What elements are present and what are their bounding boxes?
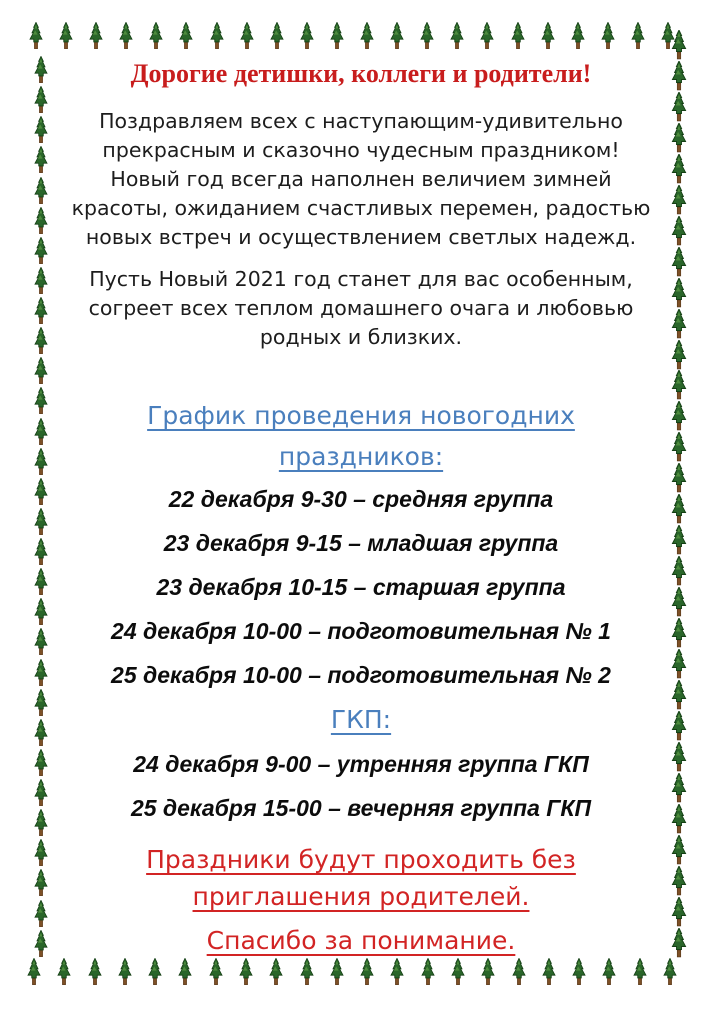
christmas-tree-icon (31, 538, 51, 566)
christmas-tree-icon (667, 61, 691, 91)
christmas-tree-icon (31, 327, 51, 355)
christmas-tree-icon (568, 22, 588, 50)
christmas-tree-icon (509, 958, 529, 986)
christmas-tree-icon (667, 30, 691, 60)
christmas-tree-icon (31, 779, 51, 807)
christmas-tree-icon (667, 866, 691, 896)
christmas-tree-icon (448, 958, 468, 986)
christmas-tree-icon (237, 22, 257, 50)
christmas-tree-icon (667, 247, 691, 277)
christmas-tree-icon (667, 897, 691, 927)
christmas-tree-icon (31, 56, 51, 84)
schedule-item: 22 декабря 9-30 – средняя группа (168, 486, 554, 512)
christmas-tree-icon (667, 216, 691, 246)
christmas-tree-icon (667, 928, 691, 958)
christmas-tree-icon (31, 177, 51, 205)
tree-border-top (26, 20, 678, 50)
schedule-item: 24 декабря 9-00 – утренняя группа ГКП (133, 751, 589, 777)
notice-line: Праздники будут проходить без (146, 845, 576, 874)
christmas-tree-icon (31, 508, 51, 536)
christmas-tree-icon (357, 22, 377, 50)
christmas-tree-icon (418, 958, 438, 986)
christmas-tree-icon (327, 958, 347, 986)
christmas-tree-icon (115, 958, 135, 986)
christmas-tree-icon (31, 207, 51, 235)
christmas-tree-icon (538, 22, 558, 50)
christmas-tree-icon (86, 22, 106, 50)
christmas-tree-icon (667, 370, 691, 400)
tree-border-bottom (24, 956, 680, 986)
christmas-tree-icon (628, 22, 648, 50)
christmas-tree-icon (667, 92, 691, 122)
christmas-tree-icon (667, 556, 691, 586)
notice-line: приглашения родителей. (192, 882, 530, 911)
christmas-tree-icon (31, 237, 51, 265)
christmas-tree-icon (667, 278, 691, 308)
christmas-tree-icon (85, 958, 105, 986)
christmas-tree-icon (387, 22, 407, 50)
paragraph-line: прекрасным и сказочно чудесным праздником! (102, 138, 620, 162)
christmas-tree-icon (667, 618, 691, 648)
schedule-item: 25 декабря 15-00 – вечерняя группа ГКП (130, 795, 592, 821)
christmas-tree-icon (478, 958, 498, 986)
christmas-tree-icon (667, 649, 691, 679)
no-parents-notice (58, 841, 664, 915)
christmas-tree-icon (266, 958, 286, 986)
paragraph-line: родных и близких. (259, 325, 463, 349)
christmas-tree-icon (31, 86, 51, 114)
christmas-tree-icon (31, 267, 51, 295)
christmas-tree-icon (667, 123, 691, 153)
christmas-tree-icon (176, 22, 196, 50)
schedule-item: 23 декабря 9-15 – младшая группа (163, 530, 559, 556)
christmas-tree-icon (31, 839, 51, 867)
christmas-tree-icon (31, 628, 51, 656)
christmas-tree-icon (569, 958, 589, 986)
christmas-tree-icon (667, 154, 691, 184)
tree-border-right (666, 30, 692, 958)
christmas-tree-icon (267, 22, 287, 50)
christmas-tree-icon (31, 357, 51, 385)
thanks-line: Спасибо за понимание. (206, 926, 516, 955)
paragraph-line: новых встреч и осуществлением светлых надежд. (85, 225, 637, 249)
christmas-tree-icon (417, 22, 437, 50)
tree-border-left (29, 56, 53, 958)
christmas-tree-icon (31, 568, 51, 596)
christmas-tree-icon (146, 22, 166, 50)
christmas-tree-icon (598, 22, 618, 50)
christmas-tree-icon (24, 958, 44, 986)
christmas-tree-icon (667, 494, 691, 524)
christmas-tree-icon (667, 587, 691, 617)
gkp-heading: ГКП: (330, 705, 392, 734)
christmas-tree-icon (660, 958, 680, 986)
christmas-tree-icon (31, 478, 51, 506)
christmas-tree-icon (31, 809, 51, 837)
christmas-tree-icon (667, 340, 691, 370)
christmas-tree-icon (297, 22, 317, 50)
christmas-tree-icon (327, 22, 347, 50)
christmas-tree-icon (447, 22, 467, 50)
christmas-tree-icon (207, 22, 227, 50)
schedule-heading (58, 395, 664, 477)
christmas-tree-icon (54, 958, 74, 986)
christmas-tree-icon (508, 22, 528, 50)
christmas-tree-icon (667, 773, 691, 803)
christmas-tree-icon (175, 958, 195, 986)
christmas-tree-icon (667, 711, 691, 741)
christmas-tree-icon (539, 958, 559, 986)
paragraph-line: Поздравляем всех с наступающим-удивительно (99, 109, 623, 133)
document-content (58, 58, 664, 959)
paragraph-line: Новый год всегда наполнен величием зимней (110, 167, 612, 191)
christmas-tree-icon (667, 804, 691, 834)
schedule-item: 24 декабря 10-00 – подготовительная № 1 (111, 618, 611, 644)
christmas-tree-icon (31, 930, 51, 958)
christmas-tree-icon (31, 418, 51, 446)
wish-paragraph (58, 265, 664, 352)
christmas-tree-icon (630, 958, 650, 986)
christmas-tree-icon (667, 401, 691, 431)
christmas-tree-icon (31, 689, 51, 717)
christmas-tree-icon (667, 742, 691, 772)
christmas-tree-icon (667, 185, 691, 215)
christmas-tree-icon (31, 448, 51, 476)
christmas-tree-icon (297, 958, 317, 986)
paragraph-line: Пусть Новый 2021 год станет для вас особенным, (89, 267, 633, 291)
christmas-tree-icon (31, 297, 51, 325)
christmas-tree-icon (667, 680, 691, 710)
schedule-heading-line: праздников: (278, 442, 444, 471)
christmas-tree-icon (56, 22, 76, 50)
christmas-tree-icon (206, 958, 226, 986)
christmas-tree-icon (387, 958, 407, 986)
christmas-tree-icon (116, 22, 136, 50)
christmas-tree-icon (667, 309, 691, 339)
schedule-item: 25 декабря 10-00 – подготовительная № 2 (111, 662, 611, 688)
schedule-heading-line: График проведения новогодних (147, 401, 575, 430)
christmas-tree-icon (31, 900, 51, 928)
christmas-tree-icon (667, 432, 691, 462)
christmas-tree-icon (357, 958, 377, 986)
christmas-tree-icon (667, 835, 691, 865)
christmas-tree-icon (31, 387, 51, 415)
christmas-tree-icon (31, 749, 51, 777)
page-title: Дорогие детишки, коллеги и родители! (130, 59, 592, 88)
paragraph-line: согреет всех теплом домашнего очага и любовью (88, 296, 634, 320)
christmas-tree-icon (31, 869, 51, 897)
christmas-tree-icon (31, 719, 51, 747)
christmas-tree-icon (26, 22, 46, 50)
paragraph-line: красоты, ожиданием счастливых перемен, радостью (71, 196, 651, 220)
christmas-tree-icon (667, 525, 691, 555)
christmas-tree-icon (667, 463, 691, 493)
christmas-tree-icon (145, 958, 165, 986)
greeting-paragraph (58, 107, 664, 252)
christmas-tree-icon (31, 146, 51, 174)
gkp-list (58, 742, 664, 830)
schedule-list (58, 477, 664, 697)
christmas-tree-icon (236, 958, 256, 986)
christmas-tree-icon (31, 598, 51, 626)
christmas-tree-icon (31, 116, 51, 144)
christmas-tree-icon (599, 958, 619, 986)
christmas-tree-icon (31, 659, 51, 687)
schedule-item: 23 декабря 10-15 – старшая группа (156, 574, 566, 600)
christmas-tree-icon (477, 22, 497, 50)
